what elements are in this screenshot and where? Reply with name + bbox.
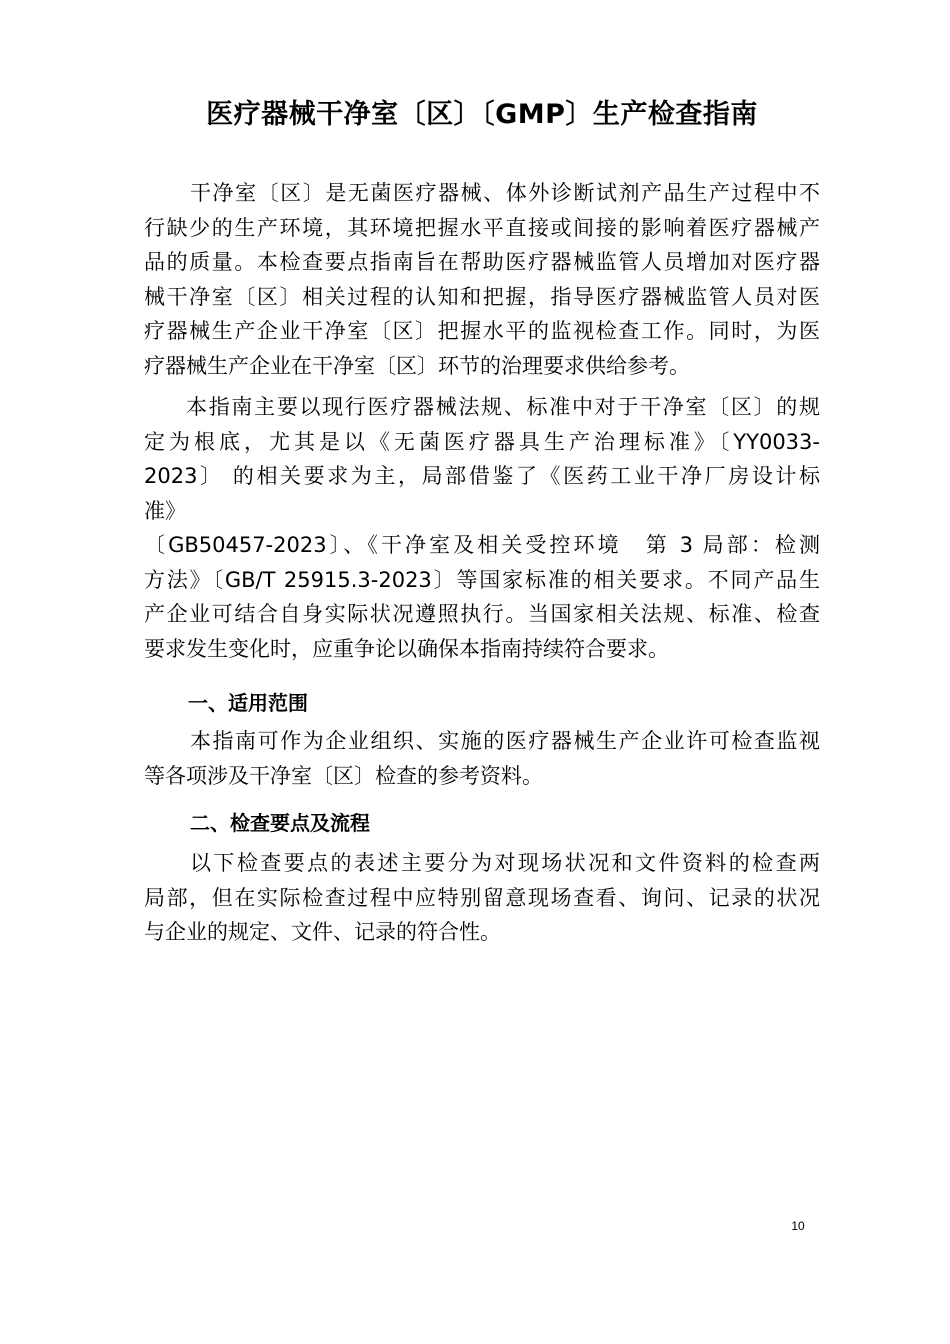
paragraph-scope xyxy=(144,724,820,793)
section-heading-inspection: 二、检查要点及流程 xyxy=(190,811,370,835)
paragraph-line: 以下检查要点的表述主要分为对现场状况和文件资料的检查两 xyxy=(190,851,820,875)
paragraph-line: 行缺少的生产环境，其环境把握水平直接或间接的影响着医疗器械产 xyxy=(144,215,820,240)
paragraph-line: 与企业的规定、文件、记录的符合性。 xyxy=(144,920,501,944)
paragraph-line: 产企业可结合自身实际状况遵照执行。当国家相关法规、标准、检查 xyxy=(144,602,820,626)
paragraph-intro xyxy=(144,176,820,383)
paragraph-line: 本指南主要以现行医疗器械法规、标准中对于干净室〔区〕的规 xyxy=(186,395,820,419)
paragraph-line: 〔GB50457-2023〕、《干净室及相关受控环境 第 3 局部：检测 xyxy=(144,533,820,557)
paragraph-line: 准》 xyxy=(144,498,186,523)
paragraph-line: 疗器械生产企业在干净室〔区〕环节的治理要求供给参考。 xyxy=(144,353,690,378)
section-heading-scope: 一、适用范围 xyxy=(188,691,308,715)
paragraph-line: 疗器械生产企业干净室〔区〕把握水平的监视检查工作。同时，为医 xyxy=(144,319,820,343)
page-title: 医疗器械干净室〔区〕〔GMP〕生产检查指南 xyxy=(206,99,758,130)
paragraph-line: 品的质量。本检查要点指南旨在帮助医疗器械监管人员增加对医疗器 xyxy=(144,250,820,274)
paragraph-line: 定为根底，尤其是以《无菌医疗器具生产治理标准》〔YY0033- xyxy=(144,429,820,454)
paragraph-inspection xyxy=(144,846,820,950)
paragraph-line: 等各项涉及干净室〔区〕检查的参考资料。 xyxy=(144,763,543,788)
paragraph-line: 方法》〔GB/T 25915.3-2023〕等国家标准的相关要求。不同产品生 xyxy=(144,567,820,592)
paragraph-line: 本指南可作为企业组织、实施的医疗器械生产企业许可检查监视 xyxy=(190,729,820,753)
paragraph-line: 械干净室〔区〕相关过程的认知和把握，指导医疗器械监管人员对医 xyxy=(144,284,820,309)
page-number: 10 xyxy=(791,1219,805,1233)
paragraph-line: 局部，但在实际检查过程中应特别留意现场查看、询问、记录的状况 xyxy=(144,885,820,910)
paragraph-line: 干净室〔区〕是无菌医疗器械、体外诊断试剂产品生产过程中不 xyxy=(190,181,820,205)
paragraph-basis xyxy=(144,390,820,666)
paragraph-line: 2023〕 的相关要求为主，局部借鉴了《医药工业干净厂房设计标 xyxy=(144,464,820,488)
paragraph-line: 要求发生变化时，应重争论以确保本指南持续符合要求。 xyxy=(144,636,669,661)
